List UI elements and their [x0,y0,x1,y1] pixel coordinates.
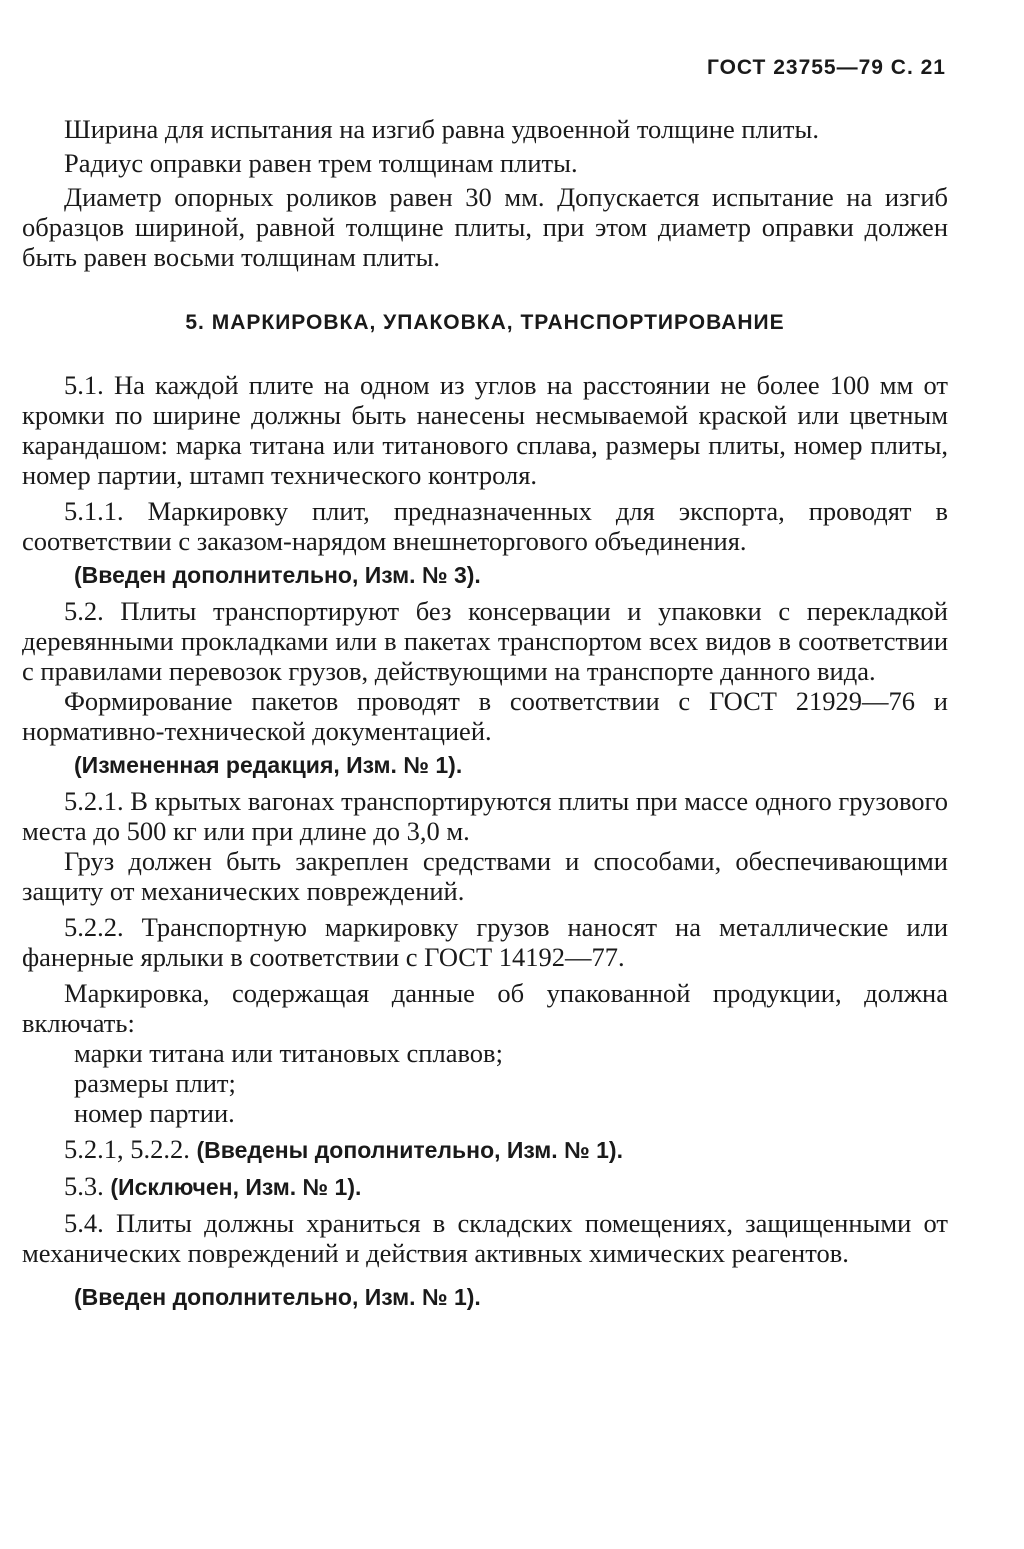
intro-paragraph-1: Ширина для испытания на изгиб равна удвоенной толщине плиты. [64,114,819,144]
clause-5-1-1: 5.1.1. Маркировку плит, предназначенных для экспорта, проводят в соответствии с заказом-нарядом внешнеторгового объединения. [22,496,948,556]
section-title: 5. МАРКИРОВКА, УПАКОВКА, ТРАНСПОРТИРОВАНИЕ [185,311,785,334]
page-body [22,114,948,1312]
intro-paragraph-2: Радиус оправки равен трем толщинам плиты. [64,148,578,178]
clause-5-2-2: 5.2.2. Транспортную маркировку грузов наносят на металлические или фанерные ярлыки в соответствии с ГОСТ 14192—77. [22,912,948,972]
list-item: марки титана или титановых сплавов; [74,1038,503,1068]
list-item: номер партии. [74,1098,235,1128]
clause-5-2: 5.2. Плиты транспортируют без консервации и упаковки с перекладкой деревянными прокладками или в пакетах транспортом всех видов в соответствии с правилами перевозок грузов, действующими на транспорте данного вида. [22,596,948,686]
clause-5-2-1-cargo: Груз должен быть закреплен средствами и способами, обеспечивающими защиту от механических повреждений. [22,846,948,906]
amendment-note-5-2-1-5-2-2 [22,1134,948,1165]
clause-5-2-packets: Формирование пакетов проводят в соответствии с ГОСТ 21929—76 и нормативно-технической документацией. [22,686,948,746]
amendment-text: (Исключен, Изм. № 1). [110,1174,362,1200]
intro-paragraph-3: Диаметр опорных роликов равен 30 мм. Допускается испытание на изгиб образцов шириной, равной толщине плиты, при этом диаметр оправки должен быть равен восьми толщинам плиты. [22,182,948,272]
clause-5-4: 5.4. Плиты должны храниться в складских помещениях, защищенными от механических повреждений и действия активных химических реагентов. [22,1208,948,1268]
amendment-note: (Введен дополнительно, Изм. № 3). [74,562,481,588]
amendment-note: (Измененная редакция, Изм. № 1). [74,752,463,778]
list-item: размеры плит; [74,1068,236,1098]
clause-5-2-1: 5.2.1. В крытых вагонах транспортируются плиты при массе одного грузового места до 500 кг или при длине до 3,0 м. [22,786,948,846]
marking-contents: Маркировка, содержащая данные об упакованной продукции, должна включать: [22,978,948,1038]
clause-number: 5.3. [64,1171,104,1201]
amendment-text: (Введены дополнительно, Изм. № 1). [196,1137,623,1163]
clause-numbers: 5.2.1, 5.2.2. [64,1134,190,1164]
clause-5-1: 5.1. На каждой плите на одном из углов на расстоянии не более 100 мм от кромки по ширине должны быть нанесены несмываемой краской или цветным карандашом: марка титана или титанового сплава, размеры плиты, номер плиты, номер партии, штамп технического контроля. [22,370,948,490]
page-header: ГОСТ 23755—79 С. 21 [706,56,946,79]
amendment-note: (Введен дополнительно, Изм. № 1). [74,1284,481,1310]
clause-5-3 [22,1171,948,1202]
